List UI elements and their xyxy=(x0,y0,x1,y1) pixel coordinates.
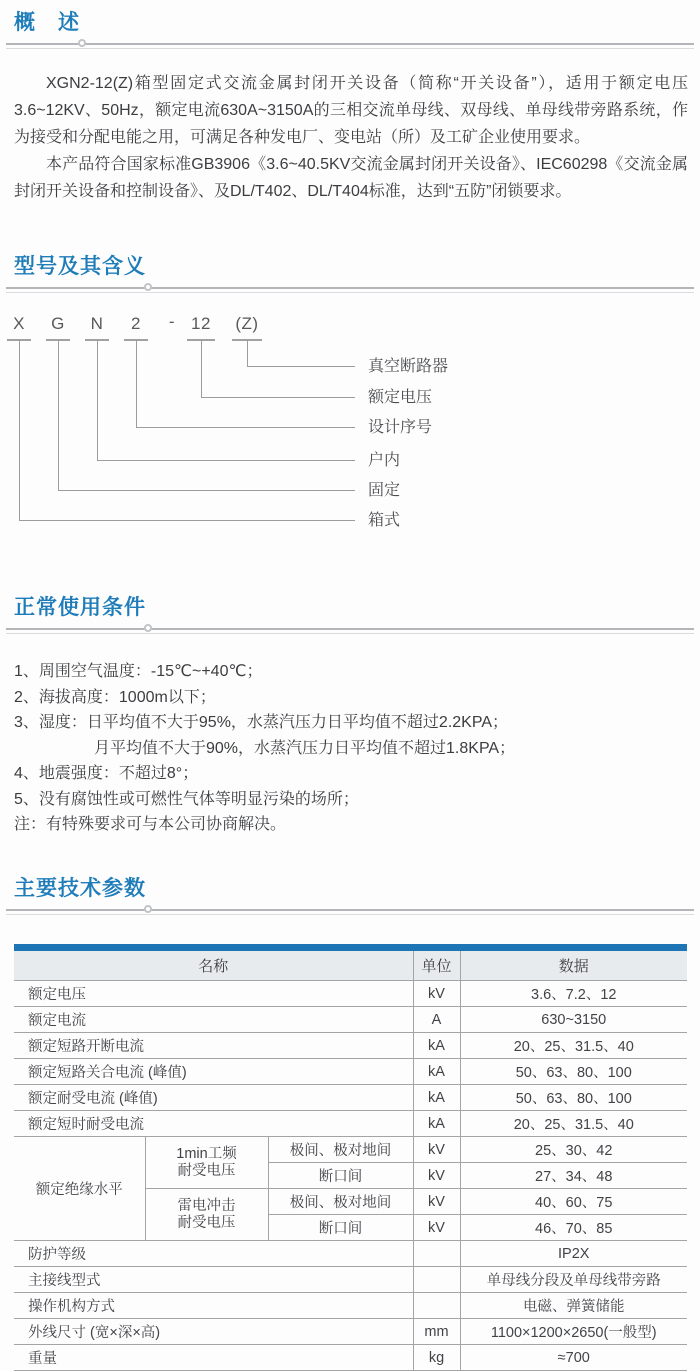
parameters-table-wrap xyxy=(14,944,687,1371)
table-row xyxy=(14,1267,687,1293)
param-name: 额定短路关合电流 (峰值) xyxy=(14,1059,413,1085)
param-unit: kV xyxy=(413,981,460,1007)
parameters-table xyxy=(14,951,687,1371)
model-label: 设计序号 xyxy=(368,418,432,438)
voltage-type-line: 耐受电压 xyxy=(146,1163,268,1180)
table-row xyxy=(14,1293,687,1319)
divider-line-top xyxy=(6,628,694,630)
table-row xyxy=(14,1345,687,1371)
model-label: 箱式 xyxy=(368,511,400,531)
param-unit: mm xyxy=(413,1319,460,1345)
param-name: 防护等级 xyxy=(14,1241,413,1267)
param-unit: kA xyxy=(413,1033,460,1059)
section-divider xyxy=(6,40,694,51)
param-name: 外线尺寸 (宽×深×高) xyxy=(14,1319,413,1345)
section-model-header xyxy=(0,252,700,295)
section-model xyxy=(0,252,700,564)
divider-line-bottom xyxy=(6,48,694,49)
param-unit: A xyxy=(413,1007,460,1033)
table-row xyxy=(14,1007,687,1033)
param-data: 20、25、31.5、40 xyxy=(460,1111,687,1137)
param-name: 操作机构方式 xyxy=(14,1293,413,1319)
condition-item: 2、海拔高度：1000m以下； xyxy=(14,685,688,711)
overview-paragraph: 本产品符合国家标准GB3906《3.6~40.5KV交流金属封闭开关设备》、IEC60298《交流金属封闭开关设备和控制设备》、及DL/T402、DL/T404标准，达到“五防”闭锁要求。 xyxy=(14,151,688,205)
param-unit xyxy=(413,1267,460,1293)
voltage-type-line: 耐受电压 xyxy=(146,1215,268,1232)
model-label: 固定 xyxy=(368,481,400,501)
divider-ring-icon xyxy=(78,39,86,47)
param-data: 单母线分段及单母线带旁路 xyxy=(460,1267,687,1293)
param-name: 额定耐受电流 (峰值) xyxy=(14,1085,413,1111)
section-overview-header xyxy=(0,8,700,51)
model-label: 户内 xyxy=(368,451,400,471)
table-row xyxy=(14,1241,687,1267)
divider-ring-icon xyxy=(144,624,152,632)
param-name: 额定电流 xyxy=(14,1007,413,1033)
condition-item-continuation: 月平均值不大于90%，水蒸汽压力日平均值不超过1.8KPA； xyxy=(14,736,688,762)
model-code-part: G xyxy=(51,314,65,334)
section-conditions xyxy=(0,593,700,838)
param-data: 1100×1200×2650(一般型) xyxy=(460,1319,687,1345)
parameters-title: 主要技术参数 xyxy=(14,874,700,904)
section-parameters xyxy=(0,874,700,1371)
param-data: ≈700 xyxy=(460,1345,687,1371)
param-name: 重量 xyxy=(14,1345,413,1371)
model-label: 额定电压 xyxy=(368,388,432,408)
condition-note: 注：有特殊要求可与本公司协商解决。 xyxy=(14,812,688,838)
param-voltage-type xyxy=(145,1189,268,1241)
overview-title: 概 述 xyxy=(14,8,700,38)
param-data: 27、34、48 xyxy=(460,1163,687,1189)
model-code-dash: - xyxy=(169,312,175,332)
model-code-part: X xyxy=(13,314,25,334)
table-row xyxy=(14,1059,687,1085)
model-code-part: 12 xyxy=(191,314,211,334)
conditions-list xyxy=(14,659,688,838)
param-voltage-type xyxy=(145,1137,268,1189)
param-name: 额定短路开断电流 xyxy=(14,1033,413,1059)
param-name: 主接线型式 xyxy=(14,1267,413,1293)
param-group-name: 额定绝缘水平 xyxy=(14,1137,145,1241)
param-unit: kV xyxy=(413,1163,460,1189)
param-scope: 极间、极对地间 xyxy=(268,1189,413,1215)
conditions-title: 正常使用条件 xyxy=(14,593,700,623)
param-unit: kV xyxy=(413,1137,460,1163)
model-code-part: N xyxy=(91,314,104,334)
divider-line-top xyxy=(6,43,694,45)
param-data: 50、63、80、100 xyxy=(460,1085,687,1111)
table-row xyxy=(14,1033,687,1059)
condition-item: 4、地震强度：不超过8°； xyxy=(14,761,688,787)
divider-line-top xyxy=(6,909,694,911)
table-accent-bar xyxy=(14,944,687,951)
param-unit: kA xyxy=(413,1085,460,1111)
table-row xyxy=(14,1111,687,1137)
overview-body xyxy=(14,70,688,205)
divider-line-bottom xyxy=(6,292,694,293)
param-data: 3.6、7.2、12 xyxy=(460,981,687,1007)
param-unit: kV xyxy=(413,1189,460,1215)
param-name: 额定短时耐受电流 xyxy=(14,1111,413,1137)
param-data: 630~3150 xyxy=(460,1007,687,1033)
condition-item: 3、湿度：日平均值不大于95%，水蒸汽压力日平均值不超过2.2KPA； xyxy=(14,710,688,736)
leader-line xyxy=(19,341,355,521)
section-divider xyxy=(6,906,694,917)
param-data: 40、60、75 xyxy=(460,1189,687,1215)
voltage-type-line: 雷电冲击 xyxy=(146,1198,268,1215)
param-data: 20、25、31.5、40 xyxy=(460,1033,687,1059)
section-divider xyxy=(6,625,694,636)
model-code-part: (Z) xyxy=(235,314,258,334)
condition-item: 1、周围空气温度：-15℃~+40℃； xyxy=(14,659,688,685)
condition-item: 5、没有腐蚀性或可燃性气体等明显污染的场所； xyxy=(14,787,688,813)
model-designation-diagram xyxy=(0,314,700,564)
param-scope: 断口间 xyxy=(268,1163,413,1189)
section-divider xyxy=(6,284,694,295)
param-data: 电磁、弹簧储能 xyxy=(460,1293,687,1319)
param-unit: kg xyxy=(413,1345,460,1371)
model-code-part: 2 xyxy=(131,314,141,334)
divider-line-top xyxy=(6,287,694,289)
section-parameters-header xyxy=(0,874,700,917)
divider-ring-icon xyxy=(144,283,152,291)
table-row-insulation xyxy=(14,1137,687,1163)
param-data: 46、70、85 xyxy=(460,1215,687,1241)
param-unit xyxy=(413,1293,460,1319)
param-scope: 断口间 xyxy=(268,1215,413,1241)
header-cell-unit: 单位 xyxy=(413,951,460,981)
divider-line-bottom xyxy=(6,633,694,634)
divider-line-bottom xyxy=(6,914,694,915)
section-conditions-header xyxy=(0,593,700,636)
divider-ring-icon xyxy=(144,905,152,913)
param-unit: kA xyxy=(413,1059,460,1085)
overview-paragraph: XGN2-12(Z)箱型固定式交流金属封闭开关设备（简称“开关设备”），适用于额定电压3.6~12KV、50Hz，额定电流630A~3150A的三相交流单母线、双母线、单母线带旁路系统，作为接受和分配电能之用，可满足各种发电厂、变电站（所）及工矿企业使用要求。 xyxy=(14,70,688,151)
param-unit: kA xyxy=(413,1111,460,1137)
table-row xyxy=(14,1085,687,1111)
table-row xyxy=(14,981,687,1007)
model-title: 型号及其含义 xyxy=(14,252,700,282)
table-header-row xyxy=(14,951,687,981)
model-label: 真空断路器 xyxy=(368,357,448,377)
param-data: 25、30、42 xyxy=(460,1137,687,1163)
param-unit xyxy=(413,1241,460,1267)
header-cell-name: 名称 xyxy=(14,951,413,981)
param-data: 50、63、80、100 xyxy=(460,1059,687,1085)
voltage-type-line: 1min工频 xyxy=(146,1146,268,1163)
header-cell-data: 数据 xyxy=(460,951,687,981)
param-name: 额定电压 xyxy=(14,981,413,1007)
param-data: IP2X xyxy=(460,1241,687,1267)
param-unit: kV xyxy=(413,1215,460,1241)
param-scope: 极间、极对地间 xyxy=(268,1137,413,1163)
